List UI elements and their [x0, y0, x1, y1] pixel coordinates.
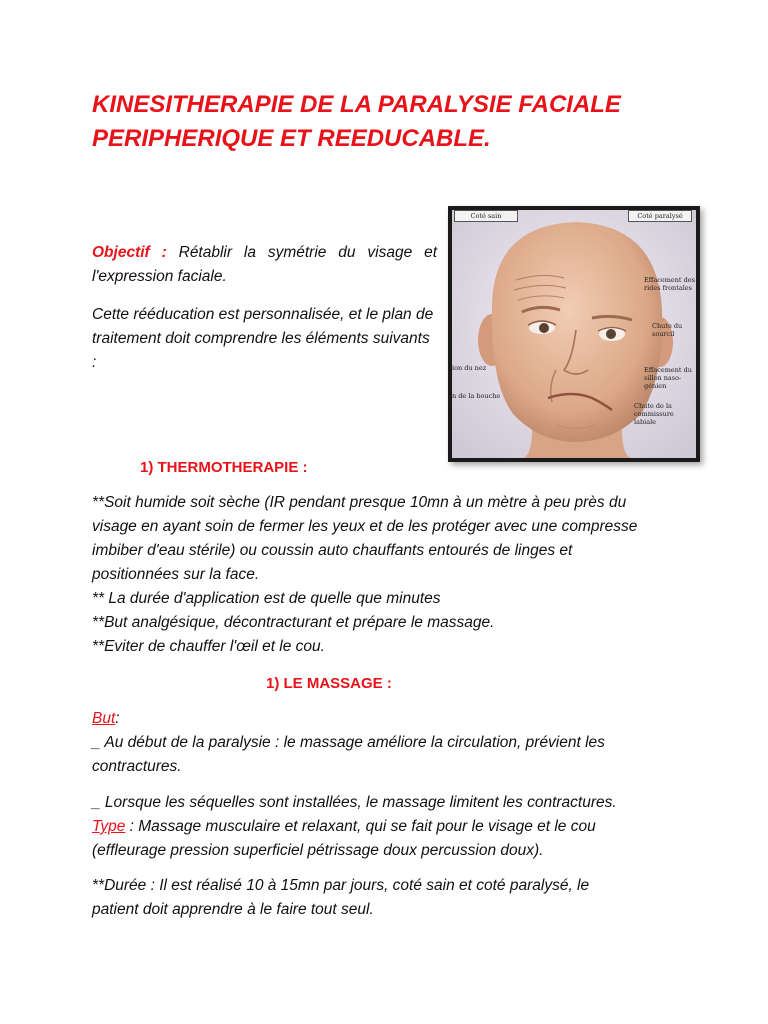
but-colon: : [115, 710, 120, 727]
text-line: **Durée : Il est réalisé 10 à 15mn par jours, coté sain et coté paralysé, le [92, 877, 590, 894]
but-line [92, 707, 712, 731]
document-title [92, 88, 712, 156]
text-line: positionnées sur la face. [92, 566, 260, 583]
text-line: visage en ayant soin de fermer les yeux et de les protéger avec une compresse [92, 518, 638, 535]
objective-paragraph [92, 241, 437, 289]
title-line-1: KINESITHERAPIE DE LA PARALYSIE FACIALE [92, 91, 621, 118]
objective-label: Objectif : [92, 244, 167, 261]
text-line: **Eviter de chauffer l'œil et le cou. [92, 638, 325, 655]
annotation-eyebrow: Chute du sourcil [652, 322, 683, 338]
text-line: contractures. [92, 758, 182, 775]
annotation-nasolabial: Effacement du sillon naso-génien [644, 366, 692, 390]
title-line-2: PERIPHERIQUE ET REEDUCABLE. [92, 125, 491, 152]
text-line: **Soit humide soit sèche (IR pendant presque 10mn à un mètre à peu près du [92, 494, 627, 511]
massage-goal-block [92, 707, 712, 779]
text-line: ** La durée d'application est de quelle que minutes [92, 590, 441, 607]
text-line: _ Lorsque les séquelles sont installées, le massage limitent les contractures. [92, 794, 617, 811]
label-paralyzed-side: Coté paralysé [628, 210, 692, 222]
annotation-left-mouth: n de la bouche [452, 392, 501, 400]
but-label: But [92, 710, 116, 727]
type-text: : Massage musculaire et relaxant, qui se fait pour le visage et le cou [125, 818, 596, 835]
annotation-mouth: Chute de la commissure labiale [634, 402, 674, 426]
type-line [92, 815, 712, 839]
section-thermotherapie-heading: 1) THERMOTHERAPIE : [140, 459, 308, 476]
text-line: **But analgésique, décontracturant et prépare le massage. [92, 614, 495, 631]
text-line: _ Au début de la paralysie : le massage améliore la circulation, prévient les [92, 734, 605, 751]
text-line: (effleurage pression superficiel pétrissage doux percussion doux). [92, 842, 544, 859]
label-healthy-side: Coté sain [454, 210, 518, 222]
objective-text: Rétablir la symétrie du visage et l'expression faciale. [92, 244, 438, 285]
type-label: Type [92, 818, 126, 835]
section-thermotherapie-body [92, 491, 712, 659]
massage-sequelles-block [92, 791, 712, 863]
annotation-left-nose: ion du nez [452, 364, 487, 372]
intro-paragraph: Cette rééducation est personnalisée, et le plan de traitement doit comprendre les éléments suivants : [92, 306, 434, 371]
annotation-forehead: Effacement des rides frontales [644, 276, 695, 292]
section-massage-heading: 1) LE MASSAGE : [266, 675, 392, 692]
text-line: imbiber d'eau stérile) ou coussin auto chauffants entourés de linges et [92, 542, 573, 559]
massage-duration-block [92, 874, 712, 922]
facial-paralysis-figure [448, 206, 700, 462]
text-line: patient doit apprendre à le faire tout seul. [92, 901, 374, 918]
